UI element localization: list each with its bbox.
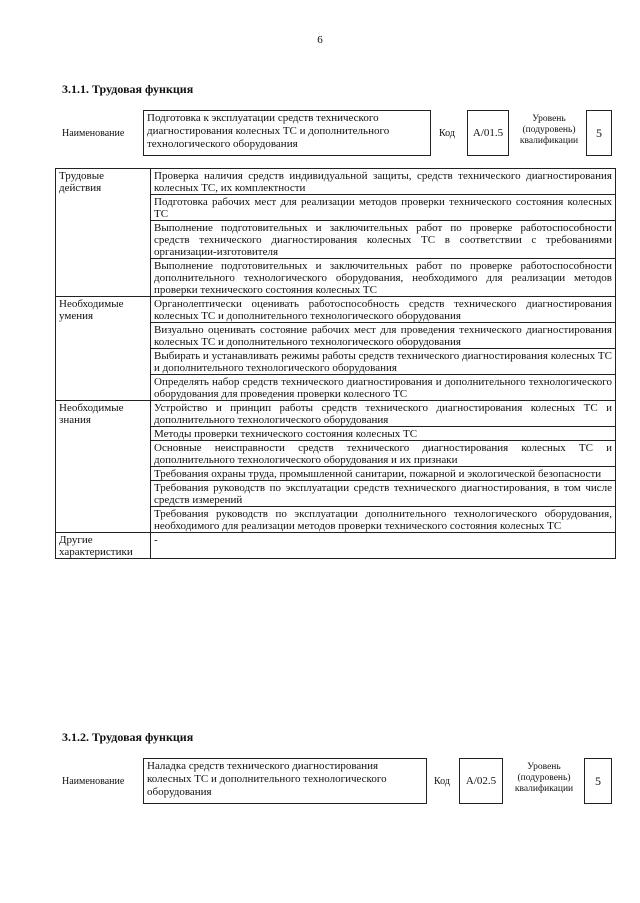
table-cell: Выбирать и устанавливать режимы работы средств технического диагностирования колесных ТС и дополнительного технологического оборудования — [151, 349, 616, 375]
other-characteristics-label: Другие характеристики — [56, 533, 151, 559]
function-code: A/02.5 — [459, 758, 503, 804]
table-cell: Выполнение подготовительных и заключительных работ по проверке работоспособности средств технического диагностирования колесных ТС в соответствии с требованиями организации-изготовителя — [151, 221, 616, 259]
table-cell: Выполнение подготовительных и заключительных работ по проверке работоспособности дополнительного технологического оборудования, необходимого для реализации методов проверки технического состояния колесных ТС — [151, 259, 616, 297]
table-cell: Проверка наличия средств индивидуальной защиты, средств технического диагностирования колесных ТС, их комплектности — [151, 169, 616, 195]
knowledge-label: Необходимые знания — [56, 401, 151, 533]
skills-label: Необходимые умения — [56, 297, 151, 401]
name-label: Наименование — [62, 776, 125, 787]
table-cell: Определять набор средств технического диагностирования и дополнительного технологического оборудования для проведения проверки колесного ТС — [151, 375, 616, 401]
table-cell: Органолептически оценивать работоспособность средств технического диагностирования колесных ТС и дополнительного технологического оборудования — [151, 297, 616, 323]
table-row — [56, 169, 616, 195]
table-cell: Подготовка рабочих мест для реализации методов проверки технического состояния колесных ТС — [151, 195, 616, 221]
table-row — [56, 297, 616, 323]
table-cell: Визуально оценивать состояние рабочих мест для проведения технического диагностирования колесных ТС и дополнительного технологического оборудования — [151, 323, 616, 349]
function-code: A/01.5 — [467, 110, 509, 156]
function-header-3-1-2 — [62, 756, 614, 806]
code-label: Код — [434, 776, 450, 787]
level-label: Уровень (подуровень) квалификации — [519, 114, 579, 146]
code-label: Код — [439, 128, 455, 139]
table-row — [56, 401, 616, 427]
table-cell: Требования охраны труда, промышленной санитарии, пожарной и экологической безопасности — [151, 467, 616, 481]
labor-actions-label: Трудовые действия — [56, 169, 151, 297]
function-header-3-1-1 — [62, 108, 614, 158]
table-row — [56, 533, 616, 559]
section-heading-3-1-2: 3.1.2. Трудовая функция — [62, 730, 194, 744]
name-label: Наименование — [62, 128, 125, 139]
table-cell: Основные неисправности средств технического диагностирования колесных ТС и дополнительного технологического оборудования и их признаки — [151, 441, 616, 467]
labor-function-table — [55, 168, 616, 559]
table-cell: Требования руководств по эксплуатации средств технического диагностирования, в том числе средств измерений — [151, 481, 616, 507]
section-heading-3-1-1: 3.1.1. Трудовая функция — [62, 82, 194, 96]
table-cell: Устройство и принцип работы средств технического диагностирования колесных ТС и дополнительного технологического оборудования — [151, 401, 616, 427]
qualification-level: 5 — [586, 110, 612, 156]
other-characteristics-value: - — [151, 533, 616, 559]
level-label: Уровень (подуровень) квалификации — [514, 762, 574, 794]
page-number: 6 — [317, 34, 323, 46]
qualification-level: 5 — [584, 758, 612, 804]
table-cell: Методы проверки технического состояния колесных ТС — [151, 427, 616, 441]
table-cell: Требования руководств по эксплуатации дополнительного технологического оборудования, необходимого для реализации методов проверки технического состояния колесных ТС — [151, 507, 616, 533]
function-name: Наладка средств технического диагностирования колесных ТС и дополнительного технологического оборудования — [143, 758, 427, 804]
function-name: Подготовка к эксплуатации средств технического диагностирования колесных ТС и дополнительного технологического оборудования — [143, 110, 431, 156]
